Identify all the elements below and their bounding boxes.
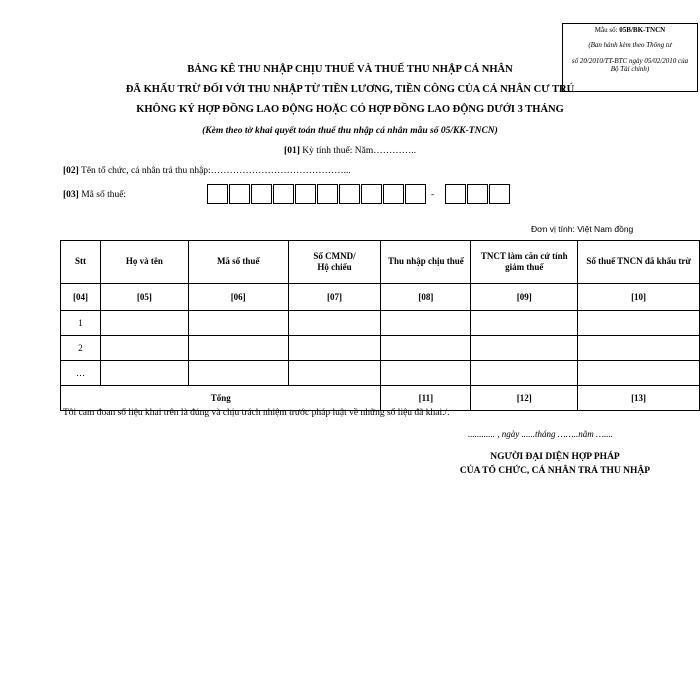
table-cell[interactable] <box>188 336 288 361</box>
row-number: 2 <box>61 336 101 361</box>
currency-unit: Đơn vị tính: Việt Nam đồng <box>531 224 634 234</box>
col-header-tax-code: Mã số thuế <box>188 241 288 284</box>
tax-code-cell[interactable] <box>295 184 316 204</box>
tax-code-cell[interactable] <box>405 184 426 204</box>
table-row <box>61 311 700 336</box>
tax-code-branch-cell[interactable] <box>467 184 488 204</box>
payer-name-field[interactable] <box>63 166 351 176</box>
total-label: Tổng <box>61 386 381 411</box>
title-line-3: KHÔNG KÝ HỢP ĐỒNG LAO ĐỘNG HOẶC CÓ HỢP ĐỒNG LAO ĐỘNG DƯỚI 3 THÁNG <box>136 104 564 115</box>
form-code-label: Mẫu số: <box>594 26 618 34</box>
table-cell[interactable] <box>578 361 700 386</box>
date-line[interactable]: ............ , ngày ......tháng ……..năm ….... <box>468 429 614 439</box>
subtitle: (Kèm theo tờ khai quyết toán thuế thu nhập cá nhân mẫu số 05/KK-TNCN) <box>202 126 498 136</box>
title-line-2: ĐÃ KHẤU TRỪ ĐỐI VỚI THU NHẬP TỪ TIỀN LƯƠNG, TIỀN CÔNG CỦA CÁ NHÂN CƯ TRÚ <box>125 84 575 95</box>
total-code-cell: [12] <box>471 386 578 411</box>
form-code <box>563 26 697 35</box>
table-cell[interactable] <box>471 361 578 386</box>
field-01-code: [01] <box>284 146 300 156</box>
table-row <box>61 361 700 386</box>
col-header-id-number: Số CMND/ Hộ chiếu <box>288 241 381 284</box>
code-cell: [05] <box>100 284 188 311</box>
code-cell: [07] <box>288 284 381 311</box>
table-cell[interactable] <box>188 361 288 386</box>
tax-code-branch-cell[interactable] <box>445 184 466 204</box>
col-header-taxable-income: Thu nhập chịu thuế <box>381 241 471 284</box>
col-header-name: Họ và tên <box>100 241 188 284</box>
tax-period-field[interactable] <box>0 146 700 156</box>
table-cell[interactable] <box>100 311 188 336</box>
table-cell[interactable] <box>381 311 471 336</box>
col-header-tax-withheld: Số thuế TNCN đã khấu trừ <box>578 241 700 284</box>
code-cell: [08] <box>381 284 471 311</box>
code-cell: [06] <box>188 284 288 311</box>
title-line-1: BẢNG KÊ THU NHẬP CHỊU THUẾ VÀ THUẾ THU NHẬP CÁ NHÂN <box>187 64 513 75</box>
table-cell[interactable] <box>100 336 188 361</box>
table-cell[interactable] <box>471 311 578 336</box>
table-cell[interactable] <box>288 336 381 361</box>
table-cell[interactable] <box>578 311 700 336</box>
signature-title-line-1: NGƯỜI ĐẠI DIỆN HỢP PHÁP <box>490 452 620 462</box>
field-01-text: Kỳ tính thuế: Năm………….. <box>299 146 416 156</box>
field-02-code: [02] <box>63 166 79 176</box>
field-03-text: Mã số thuế: <box>78 190 127 200</box>
tax-code-cell[interactable] <box>383 184 404 204</box>
row-number: 1 <box>61 311 101 336</box>
table-cell[interactable] <box>188 311 288 336</box>
table-row <box>61 336 700 361</box>
tax-code-cell[interactable] <box>339 184 360 204</box>
issued-by-line-1: (Ban hành kèm theo Thông tư <box>588 40 672 49</box>
code-cell: [04] <box>61 284 101 311</box>
table-cell[interactable] <box>288 361 381 386</box>
table-cell[interactable] <box>578 336 700 361</box>
issued-by-line-3: Bộ Tài chính) <box>610 65 650 74</box>
col-header-deduction-base: TNCT làm căn cứ tính giảm thuế <box>471 241 578 284</box>
tax-code-cell[interactable] <box>273 184 294 204</box>
table-total-row <box>61 386 700 411</box>
table-cell[interactable] <box>471 336 578 361</box>
tax-code-cell[interactable] <box>317 184 338 204</box>
signature-title-line-2: CỦA TỔ CHỨC, CÁ NHÂN TRẢ THU NHẬP <box>459 466 651 476</box>
tax-code-cell[interactable] <box>207 184 228 204</box>
issued-by-line-2: số 20/2010/TT-BTC ngày 05/02/2010 của <box>571 56 689 65</box>
declaration-text: Tôi cam đoan số liệu khai trên là đúng và chịu trách nhiệm trước pháp luật về những số liệu đã khai./. <box>63 408 450 418</box>
tax-code-input-branch[interactable] <box>445 184 511 204</box>
field-03-code: [03] <box>63 190 79 200</box>
tax-code-separator: - <box>431 190 435 200</box>
tax-code-cell[interactable] <box>251 184 272 204</box>
table-header-row <box>61 241 700 284</box>
code-cell: [10] <box>578 284 700 311</box>
table-cell[interactable] <box>381 361 471 386</box>
tax-code-input-main[interactable] <box>207 184 427 204</box>
table-cell[interactable] <box>100 361 188 386</box>
row-number: … <box>61 361 101 386</box>
table-cell[interactable] <box>288 311 381 336</box>
tax-code-cell[interactable] <box>361 184 382 204</box>
col-header-stt: Stt <box>61 241 101 284</box>
code-cell: [09] <box>471 284 578 311</box>
total-code-cell: [13] <box>578 386 700 411</box>
form-code-value: 05B/BK-TNCN <box>619 26 666 34</box>
field-02-text: Tên tổ chức, cá nhân trả thu nhập:……………………………………... <box>78 166 351 176</box>
tax-code-branch-cell[interactable] <box>489 184 510 204</box>
form-code-box <box>562 23 698 92</box>
total-code-cell: [11] <box>381 386 471 411</box>
tax-code-cell[interactable] <box>229 184 250 204</box>
table-cell[interactable] <box>381 336 471 361</box>
table-code-row <box>61 284 700 311</box>
income-table <box>60 240 700 411</box>
tax-code-label <box>63 190 126 200</box>
